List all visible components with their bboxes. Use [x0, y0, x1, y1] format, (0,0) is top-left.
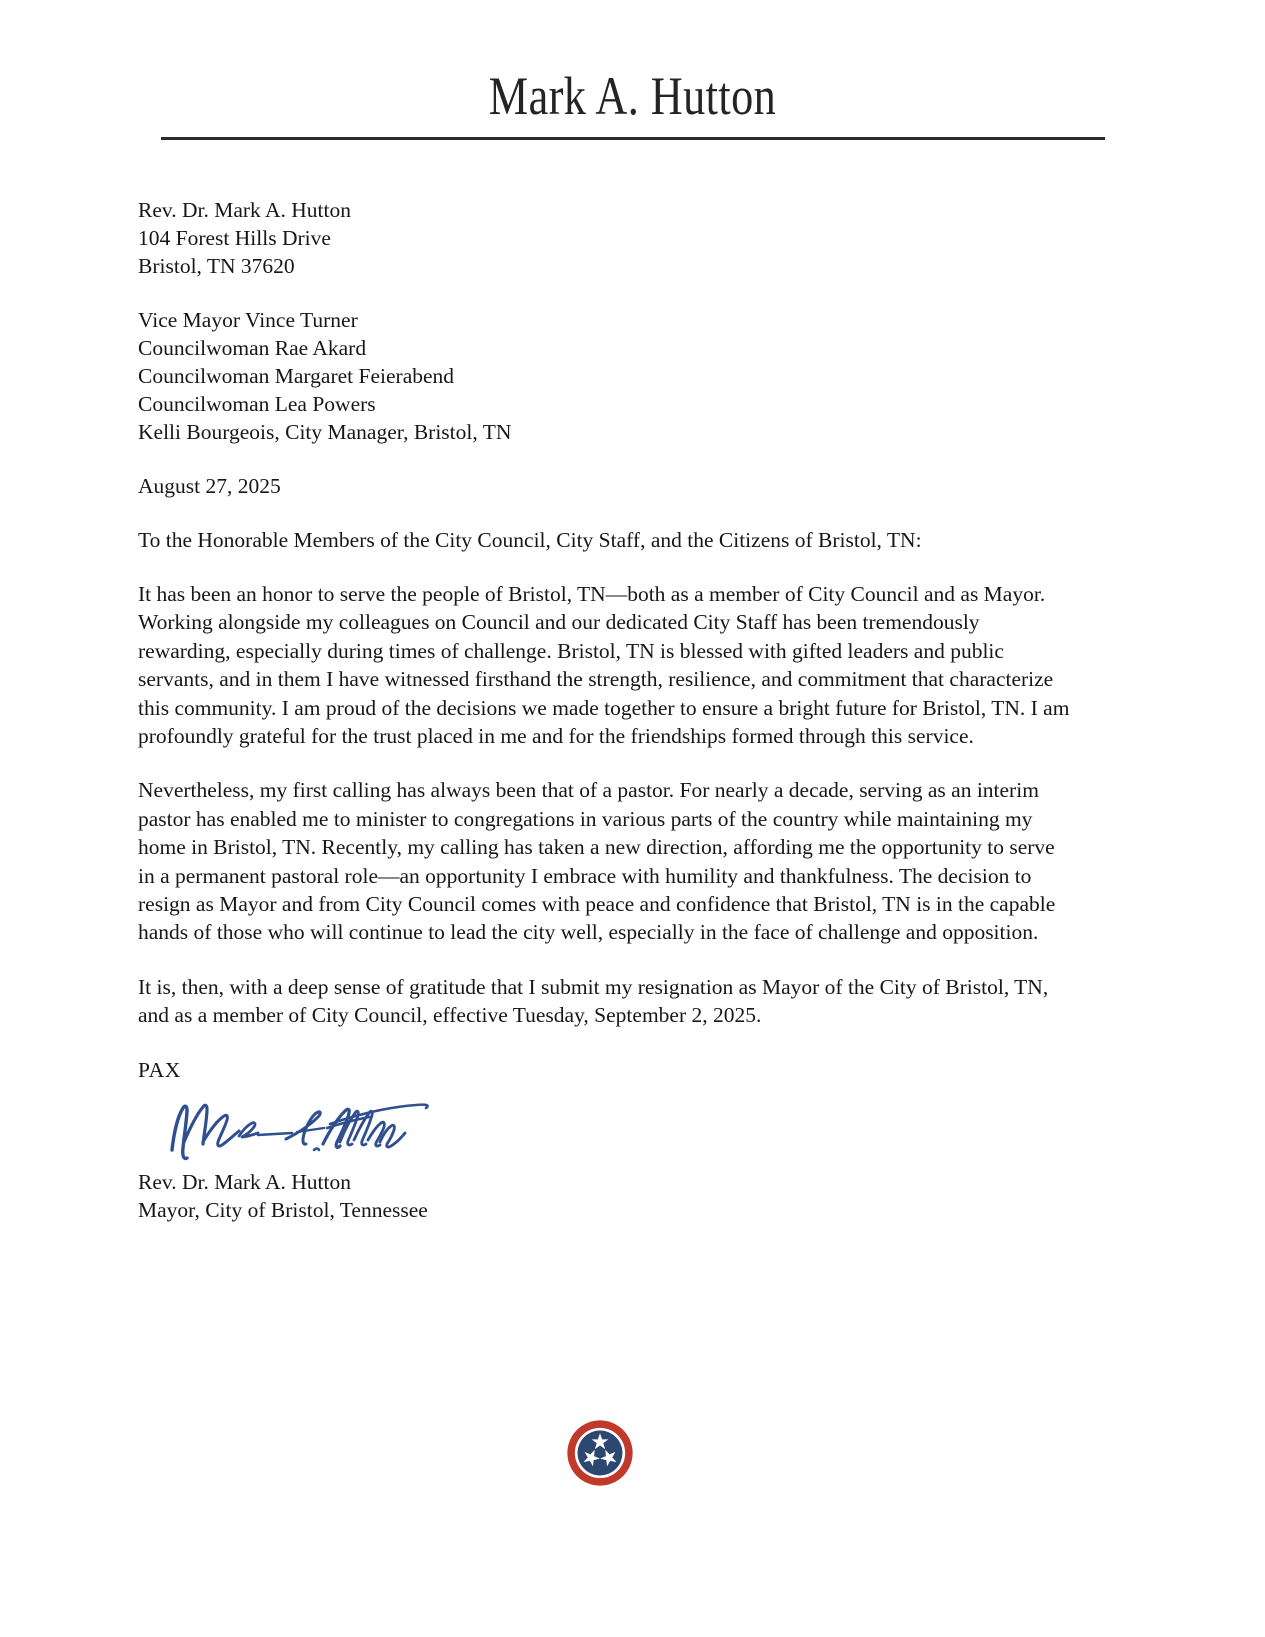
recipient-block	[138, 306, 1072, 446]
letterhead-name: Mark A. Hutton	[488, 66, 777, 126]
body-paragraph-1: It has been an honor to serve the people of Bristol, TN—both as a member of City Council and as Mayor. Working alongside my colleagues on Council and our dedicated City Staff has been tremendously rewarding, especially during times of challenge. Bristol, TN is blessed with gifted leaders and public servants, and in them I have witnessed firsthand the strength, resilience, and commitment that characterize this community. I am proud of the decisions we made together to ensure a bright future for Bristol, TN. I am profoundly grateful for the trust placed in me and for the friendships formed through this service.	[138, 582, 1070, 749]
signature-image	[164, 1092, 1072, 1166]
recipient-line: Vice Mayor Vince Turner	[138, 308, 358, 332]
sender-address-line: Bristol, TN 37620	[138, 254, 295, 278]
recipient-line: Councilwoman Rae Akard	[138, 336, 367, 360]
letterhead	[0, 0, 1265, 140]
valediction: PAX	[138, 1057, 181, 1082]
tennessee-tristar-seal-icon	[566, 1419, 634, 1487]
salutation: To the Honorable Members of the City Council, City Staff, and the Citizens of Bristol, TN:	[138, 528, 922, 552]
sender-address-line: Rev. Dr. Mark A. Hutton	[138, 198, 351, 222]
recipient-line: Councilwoman Margaret Feierabend	[138, 364, 455, 388]
letter-body	[138, 196, 1072, 1224]
signer-name: Rev. Dr. Mark A. Hutton	[138, 1169, 351, 1194]
body-paragraph-2: Nevertheless, my first calling has always been that of a pastor. For nearly a decade, serving as an interim pastor has enabled me to minister to congregations in various parts of the country while maintaining my home in Bristol, TN. Recently, my calling has taken a new direction, affording me the opportunity to serve in a permanent pastoral role—an opportunity I embrace with humility and thankfulness. The decision to resign as Mayor and from City Council comes with peace and confidence that Bristol, TN is in the capable hands of those who will continue to lead the city well, especially in the face of challenge and opposition.	[138, 778, 1056, 945]
letterhead-divider	[161, 137, 1105, 140]
recipient-line: Kelli Bourgeois, City Manager, Bristol, TN	[138, 420, 512, 444]
signer-title: Mayor, City of Bristol, Tennessee	[138, 1197, 428, 1222]
body-paragraph-3: It is, then, with a deep sense of gratitude that I submit my resignation as Mayor of the City of Bristol, TN, and as a member of City Council, effective Tuesday, September 2, 2025.	[138, 974, 1049, 1028]
sender-address-line: 104 Forest Hills Drive	[138, 226, 331, 250]
recipient-line: Councilwoman Lea Powers	[138, 392, 376, 416]
sender-address-block	[138, 196, 1072, 280]
letter-date: August 27, 2025	[138, 474, 281, 498]
